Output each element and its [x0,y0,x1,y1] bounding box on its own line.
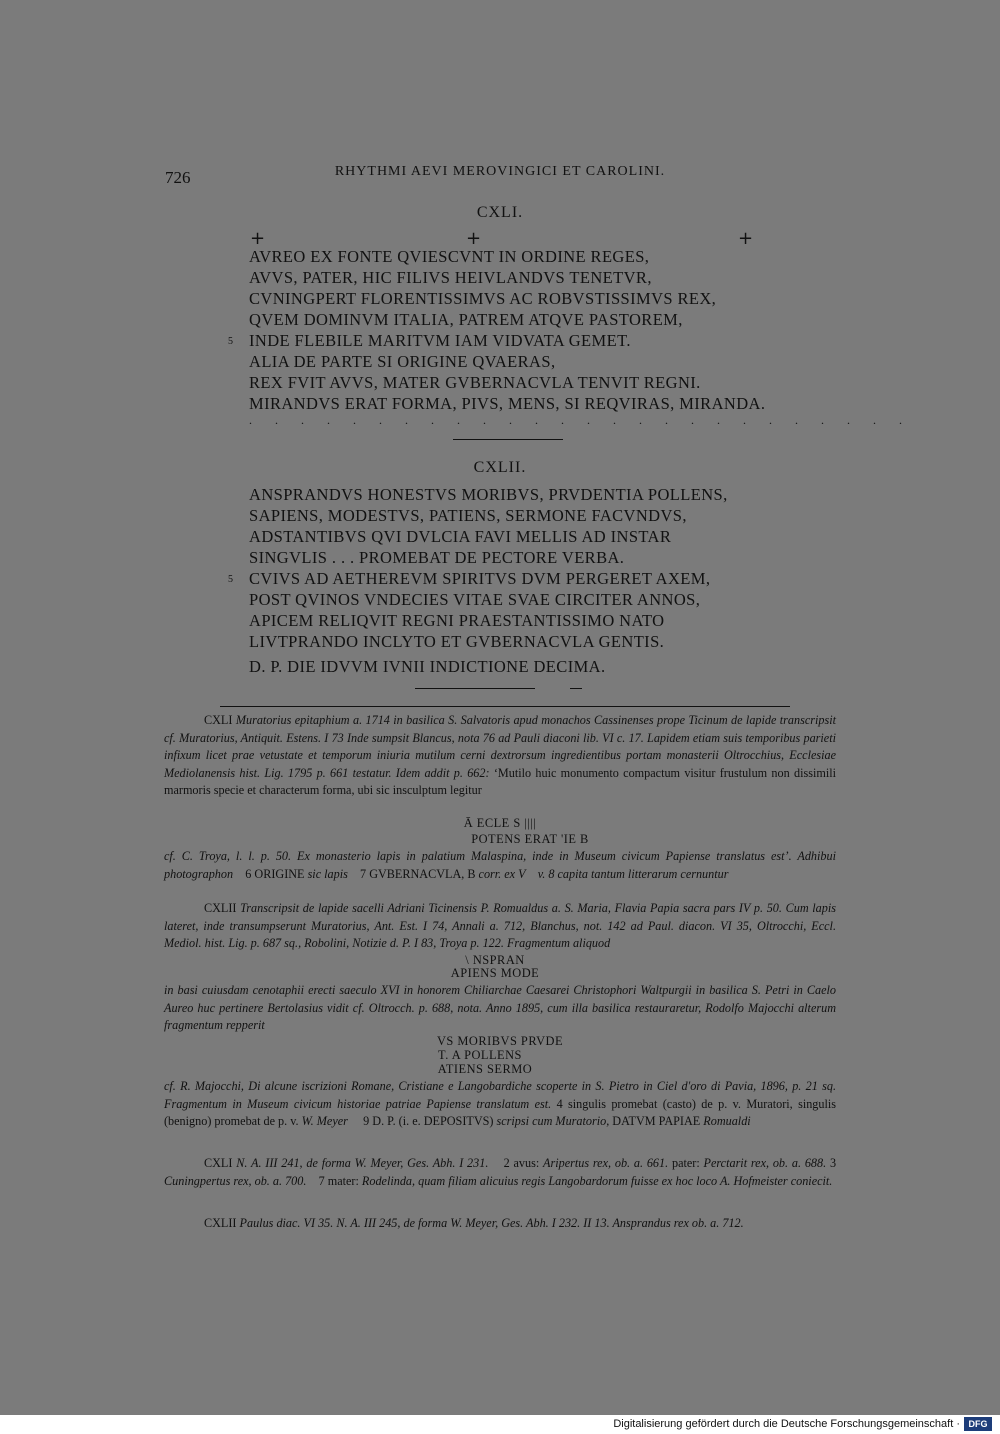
apparatus-para: CXLII Paulus diac. VI 35. N. A. III 245, de forma W. Meyer, Ges. Abh. I 232. II 13. Ansprandus rex ob. a. 712. [204,1216,744,1230]
apparatus-para: CXLII Transcripsit de lapide sacelli Adriani Ticinensis P. Romualdus a. S. Maria, Flavia Papia sacra pars IV p. 50. Cum lapis lateret, inde transumpserunt Muratorius, Ant. Est. I 74, Annali a. 712, Blanchus, not. 142 ad Paul. diacon. VI 35, Oltrocchi, Eccl. Mediol. hist. Lig. p. 687 sq., Robolini, Notizie d. P. I 83, Troya p. 122. Fragmentum aliquod [164,901,836,950]
dfg-logo: DFG [964,1417,992,1431]
poem1-line: MIRANDVS ERAT FORMA, PIVS, MENS, SI REQVIRAS, MIRANDA. [249,394,766,413]
poem2-line: CVIVS AD AETHEREVM SPIRITVS DVM PERGERET AXEM, [249,569,711,588]
apparatus-para: cf. C. Troya, l. l. p. 50. Ex monasterio lapis in palatium Malaspina, inde in Museum civicum Papiense translatus est’. Adhibui photographon 6 ORIGINE sic lapis 7 GVBERNACVLA, B corr. ex V v. 8 capita tantum litterarum cernuntur [164,849,836,881]
poem2-line: POST QVINOS VNDECIES VITAE SVAE CIRCITER ANNOS, [249,590,701,609]
poem2-line: ADSTANTIBVS QVI DVLCIA FAVI MELLIS AD INSTAR [249,527,672,546]
apparatus-para: CXLI N. A. III 241, de forma W. Meyer, Ges. Abh. I 231. 2 avus: Aripertus rex, ob. a. 661. pater: Perctarit rex, ob. a. 688. 3 Cuningpertus rex, ob. a. 700. 7 mater: Rodelinda, quam filiam alicuius regis Langobardorum fuisse ex hoc loco A. Hofmeister coniecit. [164,1156,837,1188]
inscription-fragment: T. A POLLENS [438,1048,522,1062]
cross-icon: + [738,228,754,249]
apparatus-para: CXLI Muratorius epitaphium a. 1714 in basilica S. Salvatoris apud monachos Cassinenses prope Ticinum de lapide transcripsit cf. Muratorius, Antiquit. Estens. I 73 Inde sumpsit Blancus, nota 76 ad Pauli diaconi lib. VI c. 17. Lapidem etiam suis temporibus parieti infixum licet prae vetustate et temporum iniuria mutilum cerni dextrorsum ingredientibus portam monasterii Oltrocchius, Ecclesiae Mediolanensis hist. Lig. 1795 p. 661 testatur. Idem addit p. 662: ‘Mutilo huic monumento compactum visitur frustulum non dissimili marmoris specie et characterum forma, ubi sic insculptum legitur [164,713,836,797]
apparatus-para: in basi cuiusdam cenotaphii erecti saeculo XVI in honorem Chiliarchae Caesarei Christophori Waltpurgii in basilica S. Petri in Caelo Aureo huc pertinere Bertolasius vidit cf. Oltrocch. p. 688, nota. Anno 1895, cum illa basilica restauraretur, Rodolfo Majocchi alterum fragmentum repperit [164,983,836,1032]
poem2-line: D. P. DIE IDVVM IVNII INDICTIONE DECIMA. [249,657,606,676]
funding-notice: Digitalisierung gefördert durch die Deutsche Forschungsgemeinschaft · [613,1418,960,1430]
line-number: 5 [228,574,233,585]
cross-icon: + [250,228,266,249]
line-number: 5 [228,336,233,347]
poem2-line: LIVTPRANDO INCLYTO ET GVBERNACVLA GENTIS. [249,632,665,651]
running-head: RHYTHMI AEVI MEROVINGICI ET CAROLINI. [334,164,666,179]
poem2-numeral: CXLII. [473,459,527,476]
poem1-line: REX FVIT AVVS, MATER GVBERNACVLA TENVIT REGNI. [249,373,701,392]
section-divider [453,439,563,440]
apparatus-para: cf. R. Majocchi, Di alcune iscrizioni Romane, Cristiane e Langobardiche scoperte in S. Pietro in Ciel d'oro di Pavia, 1896, p. 21 sq. Fragmentum in Museum civicum historiae patriae Papiense translatum est. 4 singulis promebat (casto) de p. v. Muratori, singulis (benigno) promebat de p. v. W. Meyer 9 D. P. (i. e. DEPOSITVS) scripsi cum Muratorio, DATVM PAPIAE Romualdi [164,1079,837,1128]
poem2-line: SINGVLIS . . . PROMEBAT DE PECTORE VERBA. [249,548,625,567]
inscription-fragment: POTENS ERAT 'IE B [471,832,589,846]
poem1-line: INDE FLEBILE MARITVM IAM VIDVATA GEMET. [249,331,631,350]
cross-icon: + [466,228,482,249]
poem1-line: AVVS, PATER, HIC FILIVS HEIVLANDVS TENETVR, [249,268,652,287]
inscription-fragment: ATIENS SERMO [437,1062,533,1076]
poem1-line: CVNINGPERT FLORENTISSIMVS AC ROBVSTISSIMVS REX, [249,289,717,308]
cross-row [250,228,760,249]
poem2-line: SAPIENS, MODESTVS, PATIENS, SERMONE FACVNDVS, [249,506,687,525]
footnote-separator [220,706,790,707]
poem1-numeral: CXLI. [476,204,524,221]
lacuna-dots: . . . . . . . . . . . . . . . . . . . . . . . . . . [249,413,912,427]
section-divider [415,688,535,689]
poem2-line: ANSPRANDVS HONESTVS MORIBVS, PRVDENTIA POLLENS, [249,485,728,504]
inscription-fragment: VS MORIBVS PRVDE [436,1034,564,1048]
poem2-line: APICEM RELIQVIT REGNI PRAESTANTISSIMO NATO [249,611,665,630]
page-number: 726 [165,168,191,187]
inscription-fragment: \ NSPRAN [465,953,525,967]
inscription-fragment: Ā ECLE S |||| [463,816,537,830]
section-divider [570,688,582,689]
poem1-line: ALIA DE PARTE SI ORIGINE QVAERAS, [249,352,556,371]
poem1-line: AVREO EX FONTE QVIESCVNT IN ORDINE REGES, [249,247,650,266]
inscription-fragment: APIENS MODE [450,966,540,980]
poem1-line: QVEM DOMINVM ITALIA, PATREM ATQVE PASTOREM, [249,310,683,329]
